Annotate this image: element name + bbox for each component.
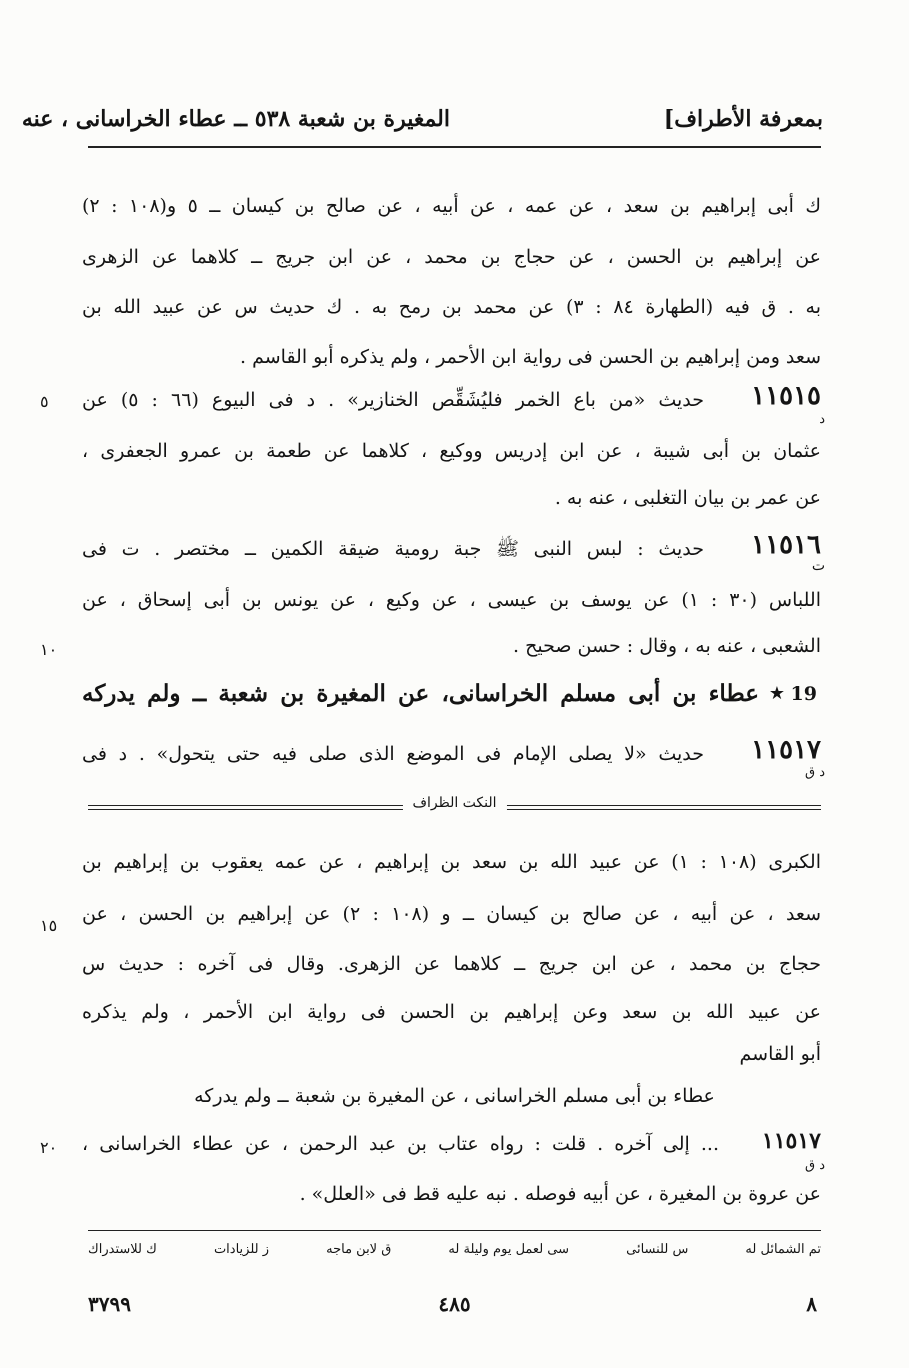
entry-siglum: د ق xyxy=(804,1158,825,1173)
legend-item: ق لابن ماجه xyxy=(326,1242,392,1257)
section-number: 19 xyxy=(790,683,817,705)
star-icon: ★ xyxy=(768,683,785,704)
footnote-entry-line: عن عروة بن المغيرة ، عن أبيه فوصله . نبه عليه قط فى «العلل» . xyxy=(299,1183,821,1205)
entry-line: حديث : لبس النبى ﷺ جبة رومية ضيقة الكمين ــ مختصر . ت فى xyxy=(82,538,704,560)
footnote-line: عن عبيد الله بن سعد وعن إبراهيم بن الحسن فى رواية ابن الأحمر ، ولم يذكره xyxy=(82,1001,821,1023)
line-counter: ١٥ xyxy=(40,916,58,935)
legend-item: ز للزيادات xyxy=(213,1242,270,1257)
footnote-line: أبو القاسم xyxy=(739,1043,821,1065)
entry-line: حديث «لا يصلى الإمام فى الموضع الذى صلى فيه حتى يتحول» . د فى xyxy=(82,743,704,765)
line-counter: ٥ xyxy=(40,392,49,411)
footnote-line: الكبرى (١٠٨ : ١) عن عبيد الله بن سعد بن إبراهيم ، عن عمه يعقوب بن إبراهيم بن xyxy=(82,851,821,873)
entry-line: الشعبى ، عنه به ، وقال : حسن صحيح . xyxy=(513,635,821,657)
line-counter: ١٠ xyxy=(40,640,58,659)
entry-number: ١١٥١٧ xyxy=(761,1128,821,1154)
entry-siglum: د xyxy=(819,412,825,427)
running-head-right: بمعرفة الأطراف] xyxy=(663,106,823,132)
body-line: عن إبراهيم بن الحسن ، عن حجاج بن محمد ، عن ابن جريج ــ كلاهما عن الزهرى xyxy=(82,246,821,268)
entry-siglum: د ق xyxy=(804,765,825,780)
entry-line: عن عمر بن بيان التغلبى ، عنه به . xyxy=(554,487,821,509)
footnote-label: النكت الظراف xyxy=(402,795,506,811)
legend-rule xyxy=(88,1230,821,1231)
body-line: به . ق فيه (الطهارة ٨٤ : ٣) عن محمد بن رمح به . ك حديث س عن عبيد الله بن xyxy=(82,296,821,318)
footnote-entry-line: ... إلى آخره . قلت : رواه عتاب بن عبد الرحمن ، عن عطاء الخراسانى ، xyxy=(82,1133,719,1155)
body-line: ك أبى إبراهيم بن سعد ، عن عمه ، عن أبيه ، عن صالح بن كيسان ــ ٥ و(١٠٨ : ٢) xyxy=(82,195,821,217)
section-title: عطاء بن أبى مسلم الخراسانى، عن المغيرة بن شعبة ــ ولم يدركه xyxy=(82,680,759,707)
footnote-divider xyxy=(88,795,821,825)
legend-item: تم الشمائل له xyxy=(745,1242,821,1257)
legend-item: سى لعمل يوم وليلة له xyxy=(448,1242,570,1257)
volume-page-number: ٣٧٩٩ xyxy=(88,1292,131,1316)
page-number: ٤٨٥ xyxy=(438,1292,471,1316)
header-rule xyxy=(88,146,821,148)
legend-item: ك للاستدراك xyxy=(88,1242,157,1257)
footnote-section: عطاء بن أبى مسلم الخراسانى ، عن المغيرة بن شعبة ــ ولم يدركه xyxy=(194,1085,715,1107)
entry-line: اللباس (٣٠ : ١) عن يوسف بن عيسى ، عن وكيع ، عن يونس بن أبى إسحاق ، عن xyxy=(82,589,822,611)
entry-siglum: ت xyxy=(811,558,825,574)
signature-mark: ٨ xyxy=(806,1292,817,1316)
entry-number: ١١٥١٥ xyxy=(751,381,821,411)
siglum-legend xyxy=(88,1242,821,1257)
legend-item: س للنسائى xyxy=(626,1242,689,1257)
entry-number: ١١٥١٦ xyxy=(751,530,821,560)
running-head-left: المغيرة بن شعبة ٥٣٨ ــ عطاء الخراسانى ، عنه xyxy=(21,106,450,132)
body-line: سعد ومن إبراهيم بن الحسن فى رواية ابن الأحمر ، ولم يذكره أبو القاسم . xyxy=(240,346,821,368)
entry-number: ١١٥١٧ xyxy=(751,735,821,765)
entry-line: عثمان بن أبى شيبة ، عن ابن إدريس ووكيع ، كلاهما عن طعمة بن عمرو الجعفرى ، xyxy=(82,440,821,462)
footnote-line: سعد ، عن أبيه ، عن صالح بن كيسان ــ و (١٠٨ : ٢) عن إبراهيم بن الحسن ، عن xyxy=(82,903,822,925)
entry-line: حديث «من باع الخمر فليُشَقِّص الخنازير» . د فى البيوع (٦٦ : ٥) عن xyxy=(82,389,704,411)
footnote-line: حجاج بن محمد ، عن ابن جريج ــ كلاهما عن الزهرى. وقال فى آخره : حديث س xyxy=(82,953,821,975)
line-counter: ٢٠ xyxy=(40,1138,58,1157)
